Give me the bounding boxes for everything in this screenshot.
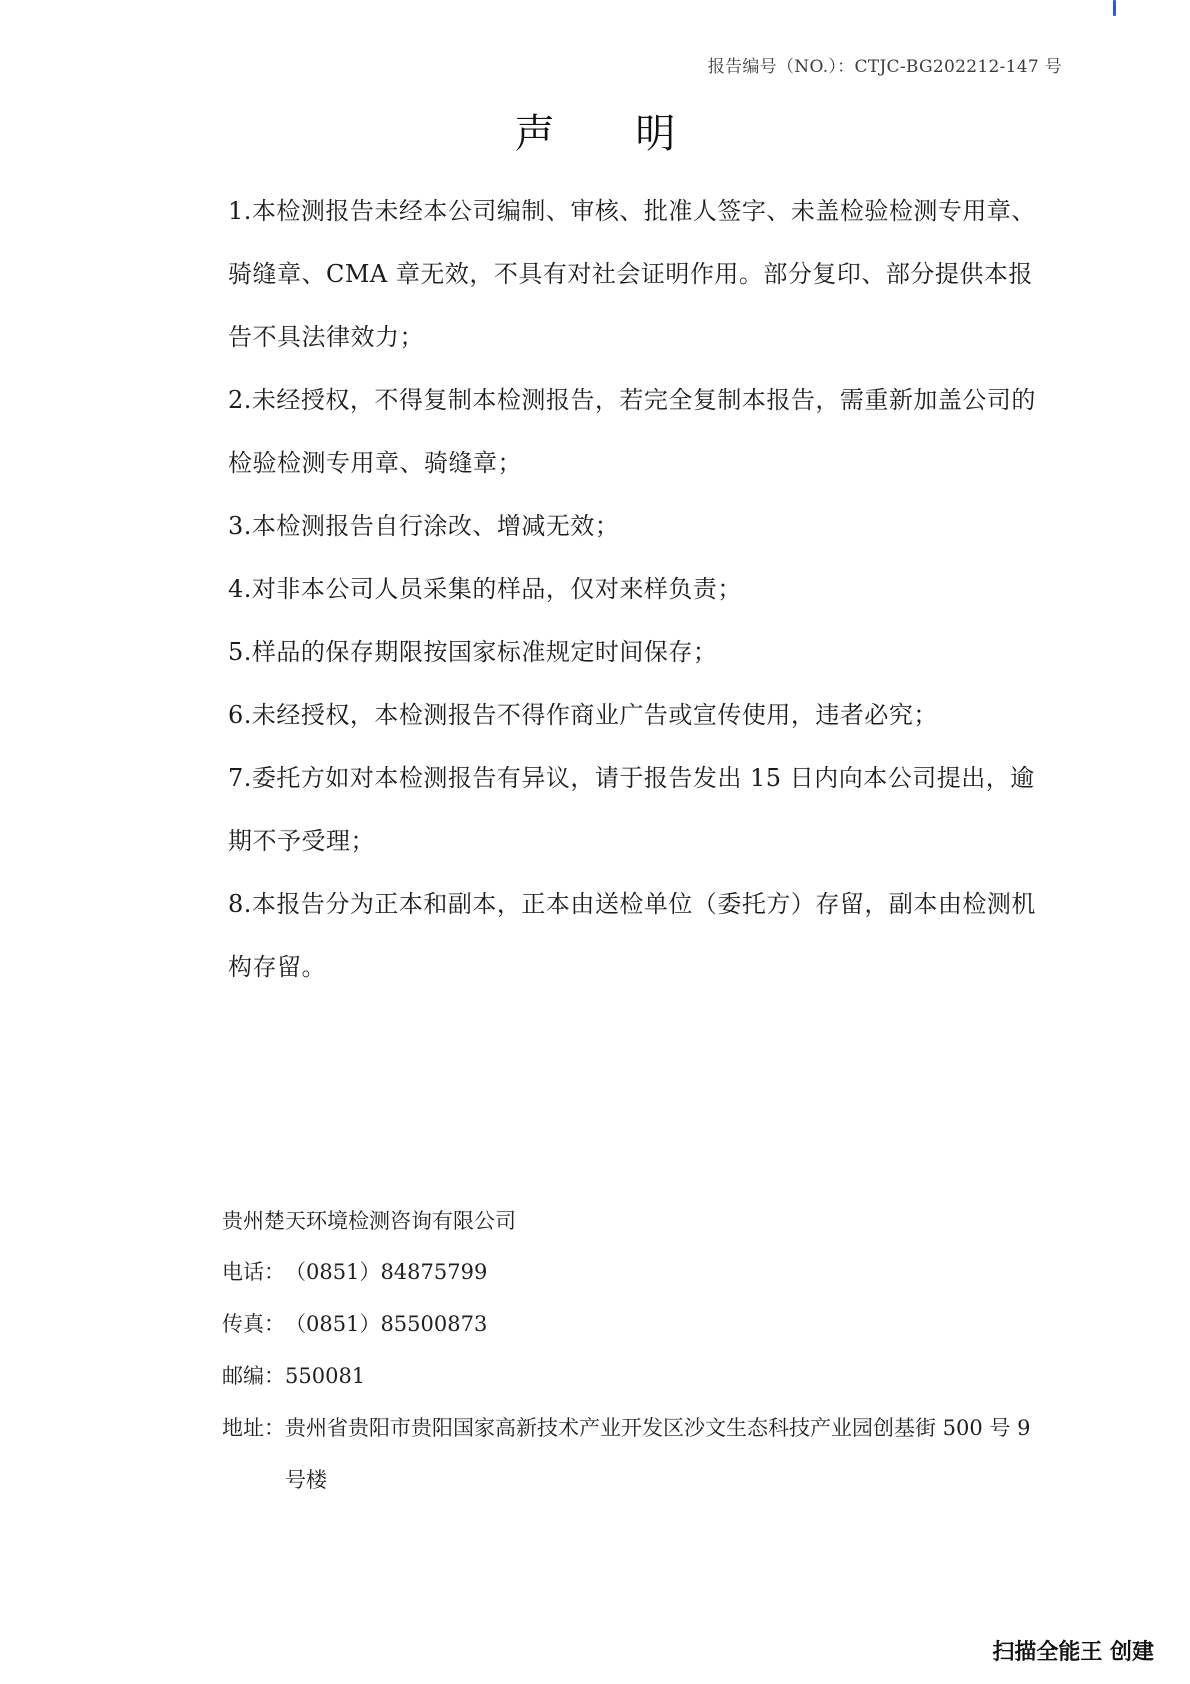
statement-item: 3.本检测报告自行涂改、增减无效； [228,512,620,540]
statement-item: 7.委托方如对本检测报告有异议，请于报告发出 15 日内向本公司提出，逾期不予受理； [228,764,1035,855]
statement-item: 2.未经授权，不得复制本检测报告，若完全复制本报告，需重新加盖公司的检验检测专用章、骑缝章； [228,386,1036,477]
fax-value: （0851）85500873 [285,1312,488,1336]
contact-block [222,1196,1042,1506]
address-label: 地址： [222,1416,285,1440]
phone-value: （0851）84875799 [285,1260,488,1284]
address-value: 贵州省贵阳市贵阳国家高新技术产业开发区沙文生态科技产业园创基街 500 号 9 号楼 [285,1416,1031,1492]
scanner-watermark-note: 扫描全能王 创建 [992,1640,1154,1665]
fax-label: 传真： [222,1312,285,1336]
postcode-label: 邮编： [222,1364,285,1388]
company-name: 贵州楚天环境检测咨询有限公司 [222,1209,516,1233]
statement-list [228,180,1044,999]
postcode-value: 550081 [285,1364,366,1388]
statement-item: 1.本检测报告未经本公司编制、审核、批准人签字、未盖检验检测专用章、骑缝章、CMA 章无效，不具有对社会证明作用。部分复印、部分提供本报告不具法律效力； [228,197,1036,351]
statement-item: 6.未经授权，本检测报告不得作商业广告或宣传使用，违者必究； [228,701,938,729]
page-edge-mark [1113,0,1116,16]
statement-item: 8.本报告分为正本和副本，正本由送检单位（委托方）存留，副本由检测机构存留。 [228,890,1036,981]
statement-item: 5.样品的保存期限按国家标准规定时间保存； [228,638,718,666]
phone-row [222,1246,1042,1298]
phone-label: 电话： [222,1260,285,1284]
fax-row [222,1298,1042,1350]
address-row [222,1402,1042,1506]
statement-item: 4.对非本公司人员采集的样品，仅对来样负责； [228,575,742,603]
report-number: 报告编号（NO.）：CTJC-BG202212-147 号 [707,57,1062,77]
postcode-row [222,1350,1042,1402]
page-title: 声 明 [514,111,710,157]
